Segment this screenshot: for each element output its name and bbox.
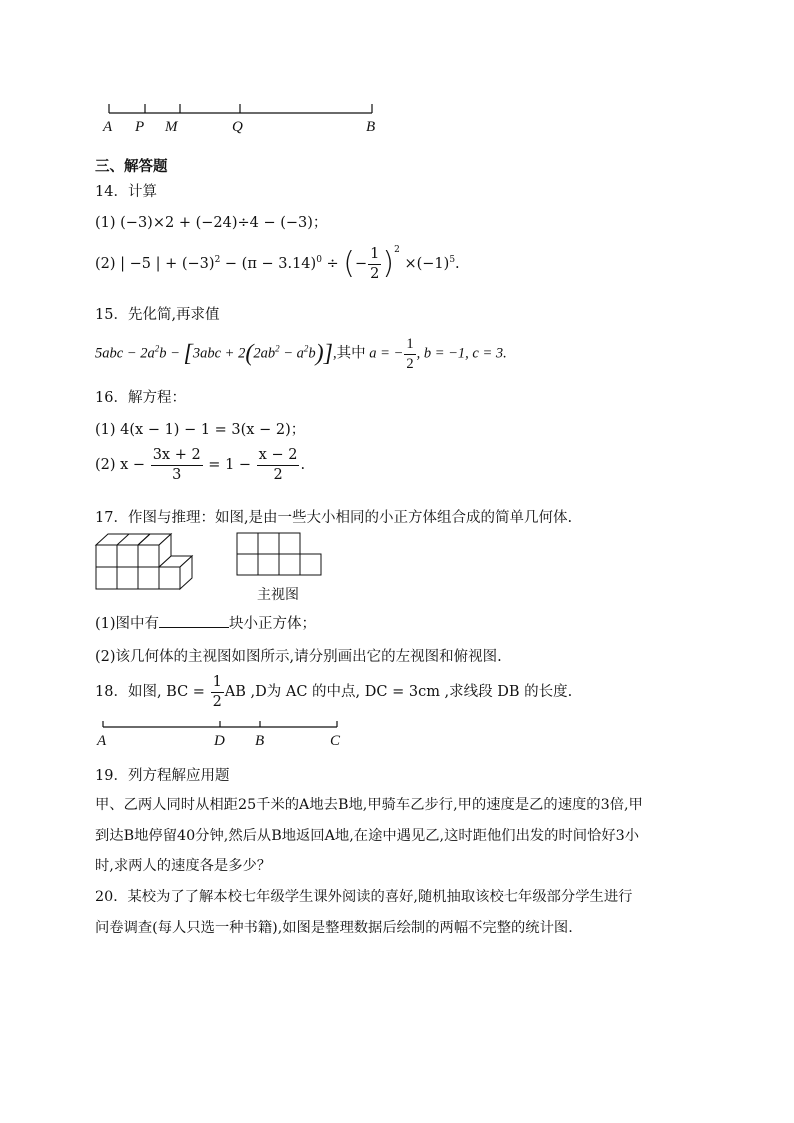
point-label-m: M	[165, 119, 178, 135]
q20-line1: 20．某校为了了解本校七年级学生课外阅读的喜好,随机抽取该校七年级部分学生进行	[95, 889, 633, 905]
q19-line3: 时,求两人的速度各是多少？	[95, 858, 272, 874]
q14-part1: (1) (−3)×2 + (−24)÷4 − (−3)；	[95, 215, 328, 231]
fraction-half: $\frac{1}{2}$	[370, 246, 380, 282]
q19-title: 19．列方程解应用题	[95, 768, 230, 784]
q17-part2: (2)该几何体的主视图如图所示,请分别画出它的左视图和俯视图.	[95, 649, 502, 665]
section-title: 三、解答题	[95, 158, 168, 175]
point-label-q: Q	[232, 119, 243, 135]
front-view-caption: 主视图	[257, 587, 299, 603]
q17-part1: (1)图中有 块小正方体；	[95, 612, 316, 633]
q18-text: 18．如图, BC = $\frac{1}{2}$ AB ,D为 AC 的中点, DC = 3cm ,求线段 DB 的长度.	[95, 674, 573, 710]
segment-label-c: C	[330, 733, 341, 749]
segment-label-d: D	[214, 733, 225, 749]
q17-title: 17．作图与推理：如图,是由一些大小相同的小正方体组合成的简单几何体.	[95, 510, 573, 526]
point-label-p: P	[135, 119, 145, 135]
q15-expression: $5abc - 2a^2b - [3abc + 2(2ab^2 - a^2b)]$,其中 a = − $\frac{1}{2}$ , b = −1, c = 3.	[95, 336, 507, 372]
q20-line2: 问卷调查(每人只选一种书籍),如图是整理数据后绘制的两幅不完整的统计图.	[95, 920, 573, 936]
q14-title: 14．计算	[95, 184, 157, 200]
point-label-b: B	[366, 119, 376, 135]
segment-label-a: A	[97, 733, 107, 749]
q14-part2: (2) | −5 | + $(-3)^2 - (\pi - 3.14)^0$ ÷ (− $\frac{1}{2}$ )$^2 \times(-1)^5$.	[95, 245, 460, 282]
q19-line2: 到达B地停留40分钟,然后从B地返回A地,在途中遇见乙,这时距他们出发的时间恰好3小	[95, 828, 640, 844]
point-label-a: A	[103, 119, 113, 135]
q19-line1: 甲、乙两人同时从相距25千米的A地去B地,甲骑车乙步行,甲的速度是乙的速度的3倍,甲	[95, 797, 643, 813]
q15-title: 15．先化简,再求值	[95, 307, 220, 323]
q16-part2: (2) x − $\frac{3x + 2}{3}$ = 1 − $\frac{x - 2}{2}$ .	[95, 447, 306, 483]
segment-label-b: B	[255, 733, 265, 749]
q16-title: 16．解方程：	[95, 390, 186, 406]
q16-part1: (1) 4(x − 1) − 1 = 3(x − 2)；	[95, 422, 306, 438]
